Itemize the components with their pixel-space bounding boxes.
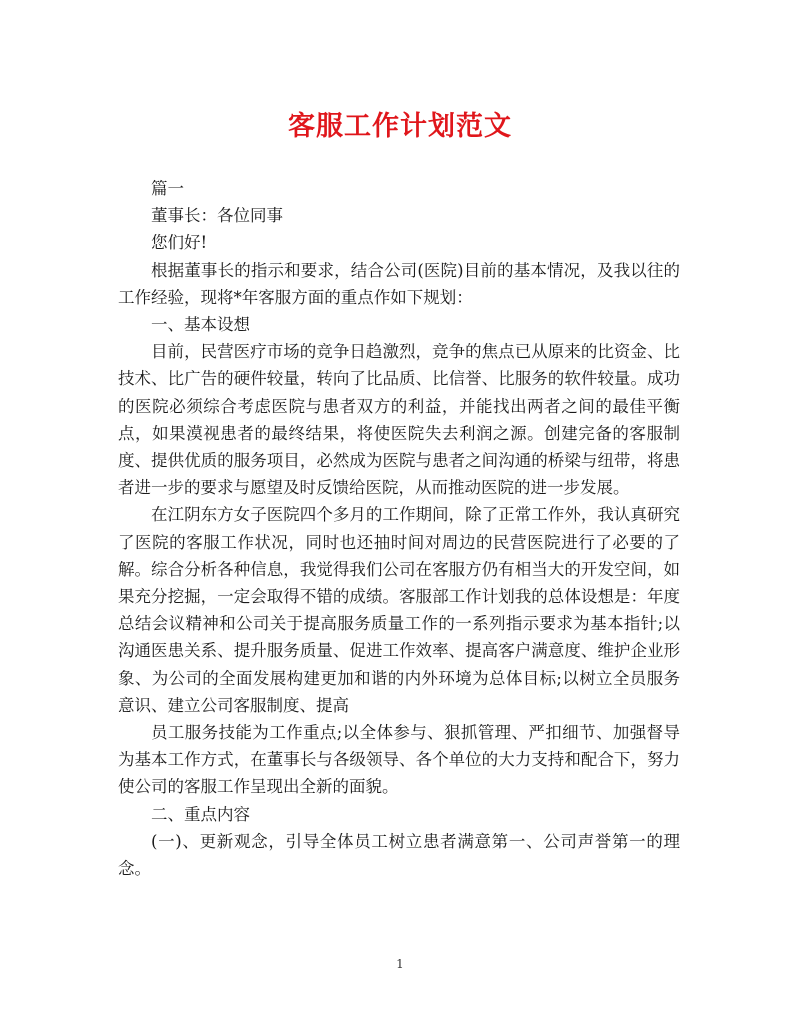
page-number: 1 — [396, 957, 404, 971]
document-body — [118, 175, 680, 882]
paragraph-greeting: 您们好! — [151, 233, 208, 253]
paragraph-salutation: 董事长：各位同事 — [151, 206, 283, 226]
paragraph-section-label: 篇一 — [151, 179, 184, 198]
paragraph-market: 目前，民营医疗市场的竞争日趋激烈，竞争的焦点已从原来的比资金、比技术、比广告的硬件较量，转向了比品质、比信誉、比服务的软件较量。成功的医院必须综合考虑医院与患者双方的利益，并能找出两者之间的最佳平衡点，如果漠视患者的最终结果，将使医院失去利润之源。创建完备的客服制度、提供优质的服务项目，必然成为医院与患者之间沟通的桥梁与纽带，将患者进一步的要求与愿望及时反馈给医院，从而推动医院的进一步发展。 — [118, 342, 680, 498]
heading-key-content: 二、重点内容 — [151, 804, 250, 824]
paragraph-update-concept: (一)、更新观念，引导全体员工树立患者满意第一、公司声誉第一的理念。 — [118, 831, 680, 879]
heading-basic-idea: 一、基本设想 — [151, 315, 250, 335]
document-title: 客服工作计划范文 — [288, 111, 512, 142]
paragraph-overall-plan: 在江阴东方女子医院四个多月的工作期间，除了正常工作外，我认真研究了医院的客服工作状况，同时也还抽时间对周边的民营医院进行了必要的了解。综合分析各种信息，我觉得我们公司在客服方仍有相当大的开发空间，如果充分挖掘，一定会取得不错的成绩。客服部工作计划我的总体设想是：年度总结会议精神和公司关于提高服务质量工作的一系列指示要求为基本指针;以沟通医患关系、提升服务质量、促进工作效率、提高客户满意度、维护企业形象、为公司的全面发展构建更加和谐的内外环境为总体目标;以树立全员服务意识、建立公司客服制度、提高 — [118, 505, 680, 715]
paragraph-work-focus: 员工服务技能为工作重点;以全体参与、狠抓管理、严扣细节、加强督导为基本工作方式，在董事长与各级领导、各个单位的大力支持和配合下，努力使公司的客服工作呈现出全新的面貌。 — [118, 723, 680, 797]
paragraph-intro: 根据董事长的指示和要求，结合公司(医院)目前的基本情况，及我以往的工作经验，现将*年客服方面的重点作如下规划： — [118, 260, 680, 307]
